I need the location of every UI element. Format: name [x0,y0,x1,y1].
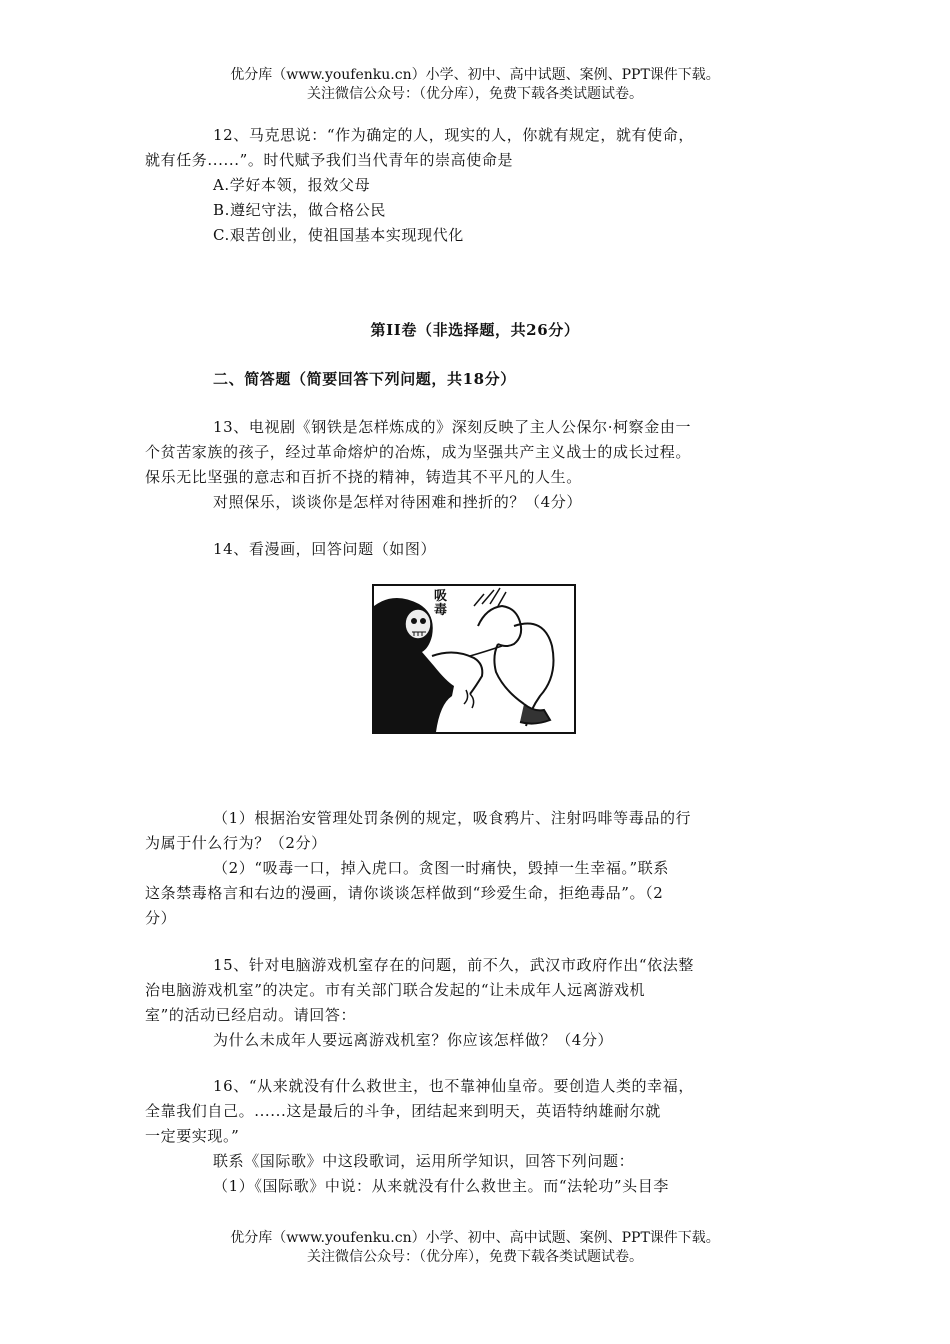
footer-line-1: 优分库（www.youfenku.cn）小学、初中、高中试题、案例、PPT课件下载。 [230,1230,720,1246]
question-14-parts [145,806,815,931]
question-13 [145,415,815,515]
q14-line-1: 14、看漫画，回答问题（如图） [213,540,437,558]
q15-line-4: 为什么未成年人要远离游戏机室？你应该怎样做？（4分） [213,1031,614,1049]
q12-option-a: A.学好本领，报效父母 [213,176,371,194]
q12-option-c: C.艰苦创业，使祖国基本实现现代化 [213,226,464,244]
q16-line-2: 全靠我们自己。......这是最后的斗争，团结起来到明天，英语特纳雄耐尔就 [145,1102,661,1120]
q13-line-1: 13、电视剧《钢铁是怎样炼成的》深刻反映了主人公保尔·柯察金由一 [213,418,692,436]
header-line-1: 优分库（www.youfenku.cn）小学、初中、高中试题、案例、PPT课件下载。 [230,67,720,83]
q16-line-1: 16、“从来就没有什么救世主，也不靠神仙皇帝。要创造人类的幸福， [213,1077,694,1095]
page-footer [0,1229,950,1267]
q14-part-2-line-3: 分） [145,909,177,927]
q16-line-5: （1）《国际歌》中说：从来就没有什么救世主。而“法轮功”头目李 [213,1177,669,1195]
cartoon-drawing [374,586,574,732]
question-12 [145,123,815,248]
q15-line-3: 室”的活动已经启动。请回答： [145,1006,357,1024]
q14-part-1-line-2: 为属于什么行为？（2分） [145,834,327,852]
part-2-title: 第II卷（非选择题，共26分） [370,321,580,339]
question-15 [145,953,815,1053]
section-2-title-text: 二、简答题（简要回答下列问题，共18分） [213,370,516,388]
q13-line-4: 对照保乐，谈谈你是怎样对待困难和挫折的？（4分） [213,493,582,511]
q16-line-3: 一定要实现。” [145,1127,240,1145]
q12-option-b: B.遵纪守法，做合格公民 [213,201,386,219]
section-2-title [145,367,815,392]
cartoon-label: 吸毒 [434,589,448,618]
q15-line-1: 15、针对电脑游戏机室存在的问题，前不久，武汉市政府作出“依法整 [213,956,694,974]
question-14-intro [145,537,815,562]
q15-line-2: 治电脑游戏机室”的决定。市有关部门联合发起的“让未成年人远离游戏机 [145,981,646,999]
q12-line-1: 12、马克思说：“作为确定的人，现实的人，你就有规定，就有使命， [213,126,694,144]
q16-line-4: 联系《国际歌》中这段歌词，运用所学知识，回答下列问题： [213,1152,635,1170]
footer-line-2: 关注微信公众号：（优分库），免费下载各类试题试卷。 [307,1249,643,1265]
page-header [0,66,950,104]
q14-part-2-line-1: （2）“吸毒一口，掉入虎口。贪图一时痛快，毁掉一生幸福。”联系 [213,859,669,877]
question-16 [145,1074,815,1199]
q13-line-3: 保乐无比坚强的意志和百折不挠的精神，铸造其不平凡的人生。 [145,468,582,486]
q13-line-2: 个贫苦家族的孩子，经过革命熔炉的冶炼，成为坚强共产主义战士的成长过程。 [145,443,692,461]
q12-line-2: 就有任务......”。时代赋予我们当代青年的崇高使命是 [145,151,514,169]
q14-part-1-line-1: （1）根据治安管理处罚条例的规定，吸食鸦片、注射吗啡等毒品的行 [213,809,692,827]
anti-drug-cartoon [372,584,576,734]
q14-part-2-line-2: 这条禁毒格言和右边的漫画，请你谈谈怎样做到“珍爱生命，拒绝毒品”。（2 [145,884,664,902]
header-line-2: 关注微信公众号：（优分库），免费下载各类试题试卷。 [307,86,643,102]
